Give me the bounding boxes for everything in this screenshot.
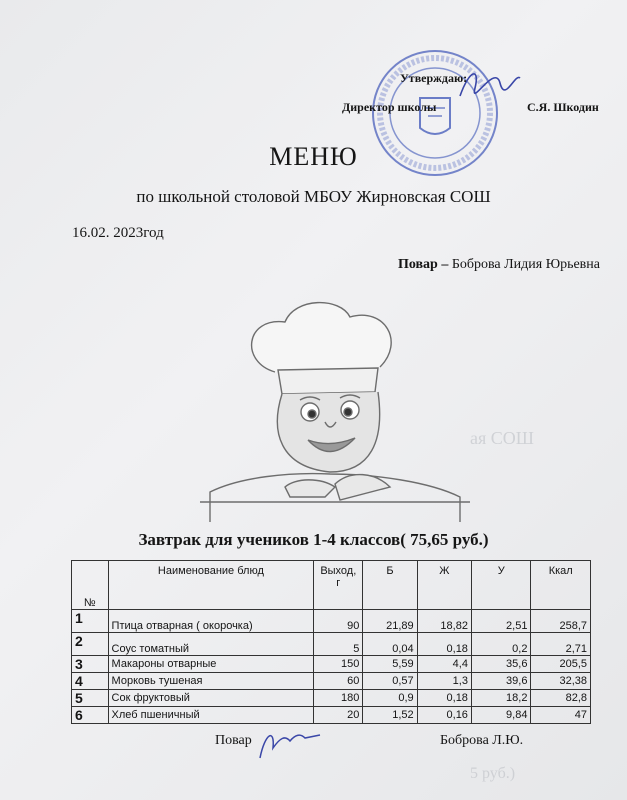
row-number: 1 bbox=[72, 610, 109, 633]
dish-carbs: 9,84 bbox=[471, 707, 531, 724]
table-row bbox=[72, 707, 591, 724]
dish-fat: 0,18 bbox=[417, 633, 471, 656]
dish-protein: 0,04 bbox=[363, 633, 417, 656]
page-subtitle: по школьной столовой МБОУ Жирновская СОШ bbox=[136, 187, 491, 206]
dish-output: 180 bbox=[314, 690, 363, 707]
table-row bbox=[72, 673, 591, 690]
dish-fat: 4,4 bbox=[417, 656, 471, 673]
dish-fat: 0,16 bbox=[417, 707, 471, 724]
page-title: МЕНЮ bbox=[269, 142, 358, 171]
row-number: 5 bbox=[72, 690, 109, 707]
dish-kcal: 2,71 bbox=[531, 633, 591, 656]
dish-kcal: 82,8 bbox=[531, 690, 591, 707]
cook-signature bbox=[255, 723, 325, 763]
cook-name: Боброва Лидия Юрьевна bbox=[451, 257, 600, 272]
dish-fat: 0,18 bbox=[417, 690, 471, 707]
dish-output: 60 bbox=[314, 673, 363, 690]
dish-kcal: 258,7 bbox=[531, 610, 591, 633]
header-carbs: У bbox=[471, 561, 531, 610]
dish-output: 90 bbox=[314, 610, 363, 633]
dish-name: Птица отварная ( окорочка) bbox=[108, 610, 314, 633]
dish-kcal: 32,38 bbox=[531, 673, 591, 690]
dish-protein: 21,89 bbox=[363, 610, 417, 633]
dish-carbs: 2,51 bbox=[471, 610, 531, 633]
header-dish: Наименование блюд bbox=[108, 561, 314, 610]
chef-illustration bbox=[200, 292, 470, 522]
dish-protein: 0,9 bbox=[363, 690, 417, 707]
dish-name: Хлеб пшеничный bbox=[108, 707, 314, 724]
breakfast-title: Завтрак для учеников 1-4 классов( 75,65 руб.) bbox=[138, 530, 489, 549]
table-row bbox=[72, 633, 591, 656]
table-row bbox=[72, 610, 591, 633]
table-row bbox=[72, 656, 591, 673]
row-number: 4 bbox=[72, 673, 109, 690]
dish-output: 20 bbox=[314, 707, 363, 724]
menu-date: 16.02. 2023год bbox=[72, 225, 164, 241]
row-number: 3 bbox=[72, 656, 109, 673]
director-label: Директор школы bbox=[342, 100, 437, 114]
dish-protein: 0,57 bbox=[363, 673, 417, 690]
cook-label: Повар – bbox=[397, 257, 449, 272]
header-fat: Ж bbox=[417, 561, 471, 610]
dish-output: 150 bbox=[314, 656, 363, 673]
dish-carbs: 0,2 bbox=[471, 633, 531, 656]
dish-protein: 5,59 bbox=[363, 656, 417, 673]
approval-label: Утверждаю: bbox=[400, 71, 468, 85]
dish-kcal: 47 bbox=[531, 707, 591, 724]
dish-fat: 18,82 bbox=[417, 610, 471, 633]
dish-name: Соус томатный bbox=[108, 633, 314, 656]
dish-name: Макароны отварные bbox=[108, 656, 314, 673]
table-row bbox=[72, 690, 591, 707]
cook-line bbox=[0, 257, 600, 273]
menu-table bbox=[71, 560, 591, 724]
dish-fat: 1,3 bbox=[417, 673, 471, 690]
header-protein: Б bbox=[363, 561, 417, 610]
director-name: С.Я. Шкодин bbox=[527, 100, 599, 114]
bleed-through-text-2: 5 руб.) bbox=[470, 765, 516, 782]
bleed-through-text: ая СОШ bbox=[470, 428, 534, 448]
row-number: 2 bbox=[72, 633, 109, 656]
dish-kcal: 205,5 bbox=[531, 656, 591, 673]
dish-carbs: 39,6 bbox=[471, 673, 531, 690]
dish-carbs: 18,2 bbox=[471, 690, 531, 707]
dish-output: 5 bbox=[314, 633, 363, 656]
footer-cook-label: Повар bbox=[215, 733, 252, 748]
header-number: № bbox=[72, 561, 109, 610]
header-kcal: Ккал bbox=[531, 561, 591, 610]
row-number: 6 bbox=[72, 707, 109, 724]
header-output: Выход, г bbox=[314, 561, 363, 610]
dish-carbs: 35,6 bbox=[471, 656, 531, 673]
dish-protein: 1,52 bbox=[363, 707, 417, 724]
dish-name: Морковь тушеная bbox=[108, 673, 314, 690]
footer-cook-name: Боброва Л.Ю. bbox=[440, 733, 524, 748]
dish-name: Сок фруктовый bbox=[108, 690, 314, 707]
